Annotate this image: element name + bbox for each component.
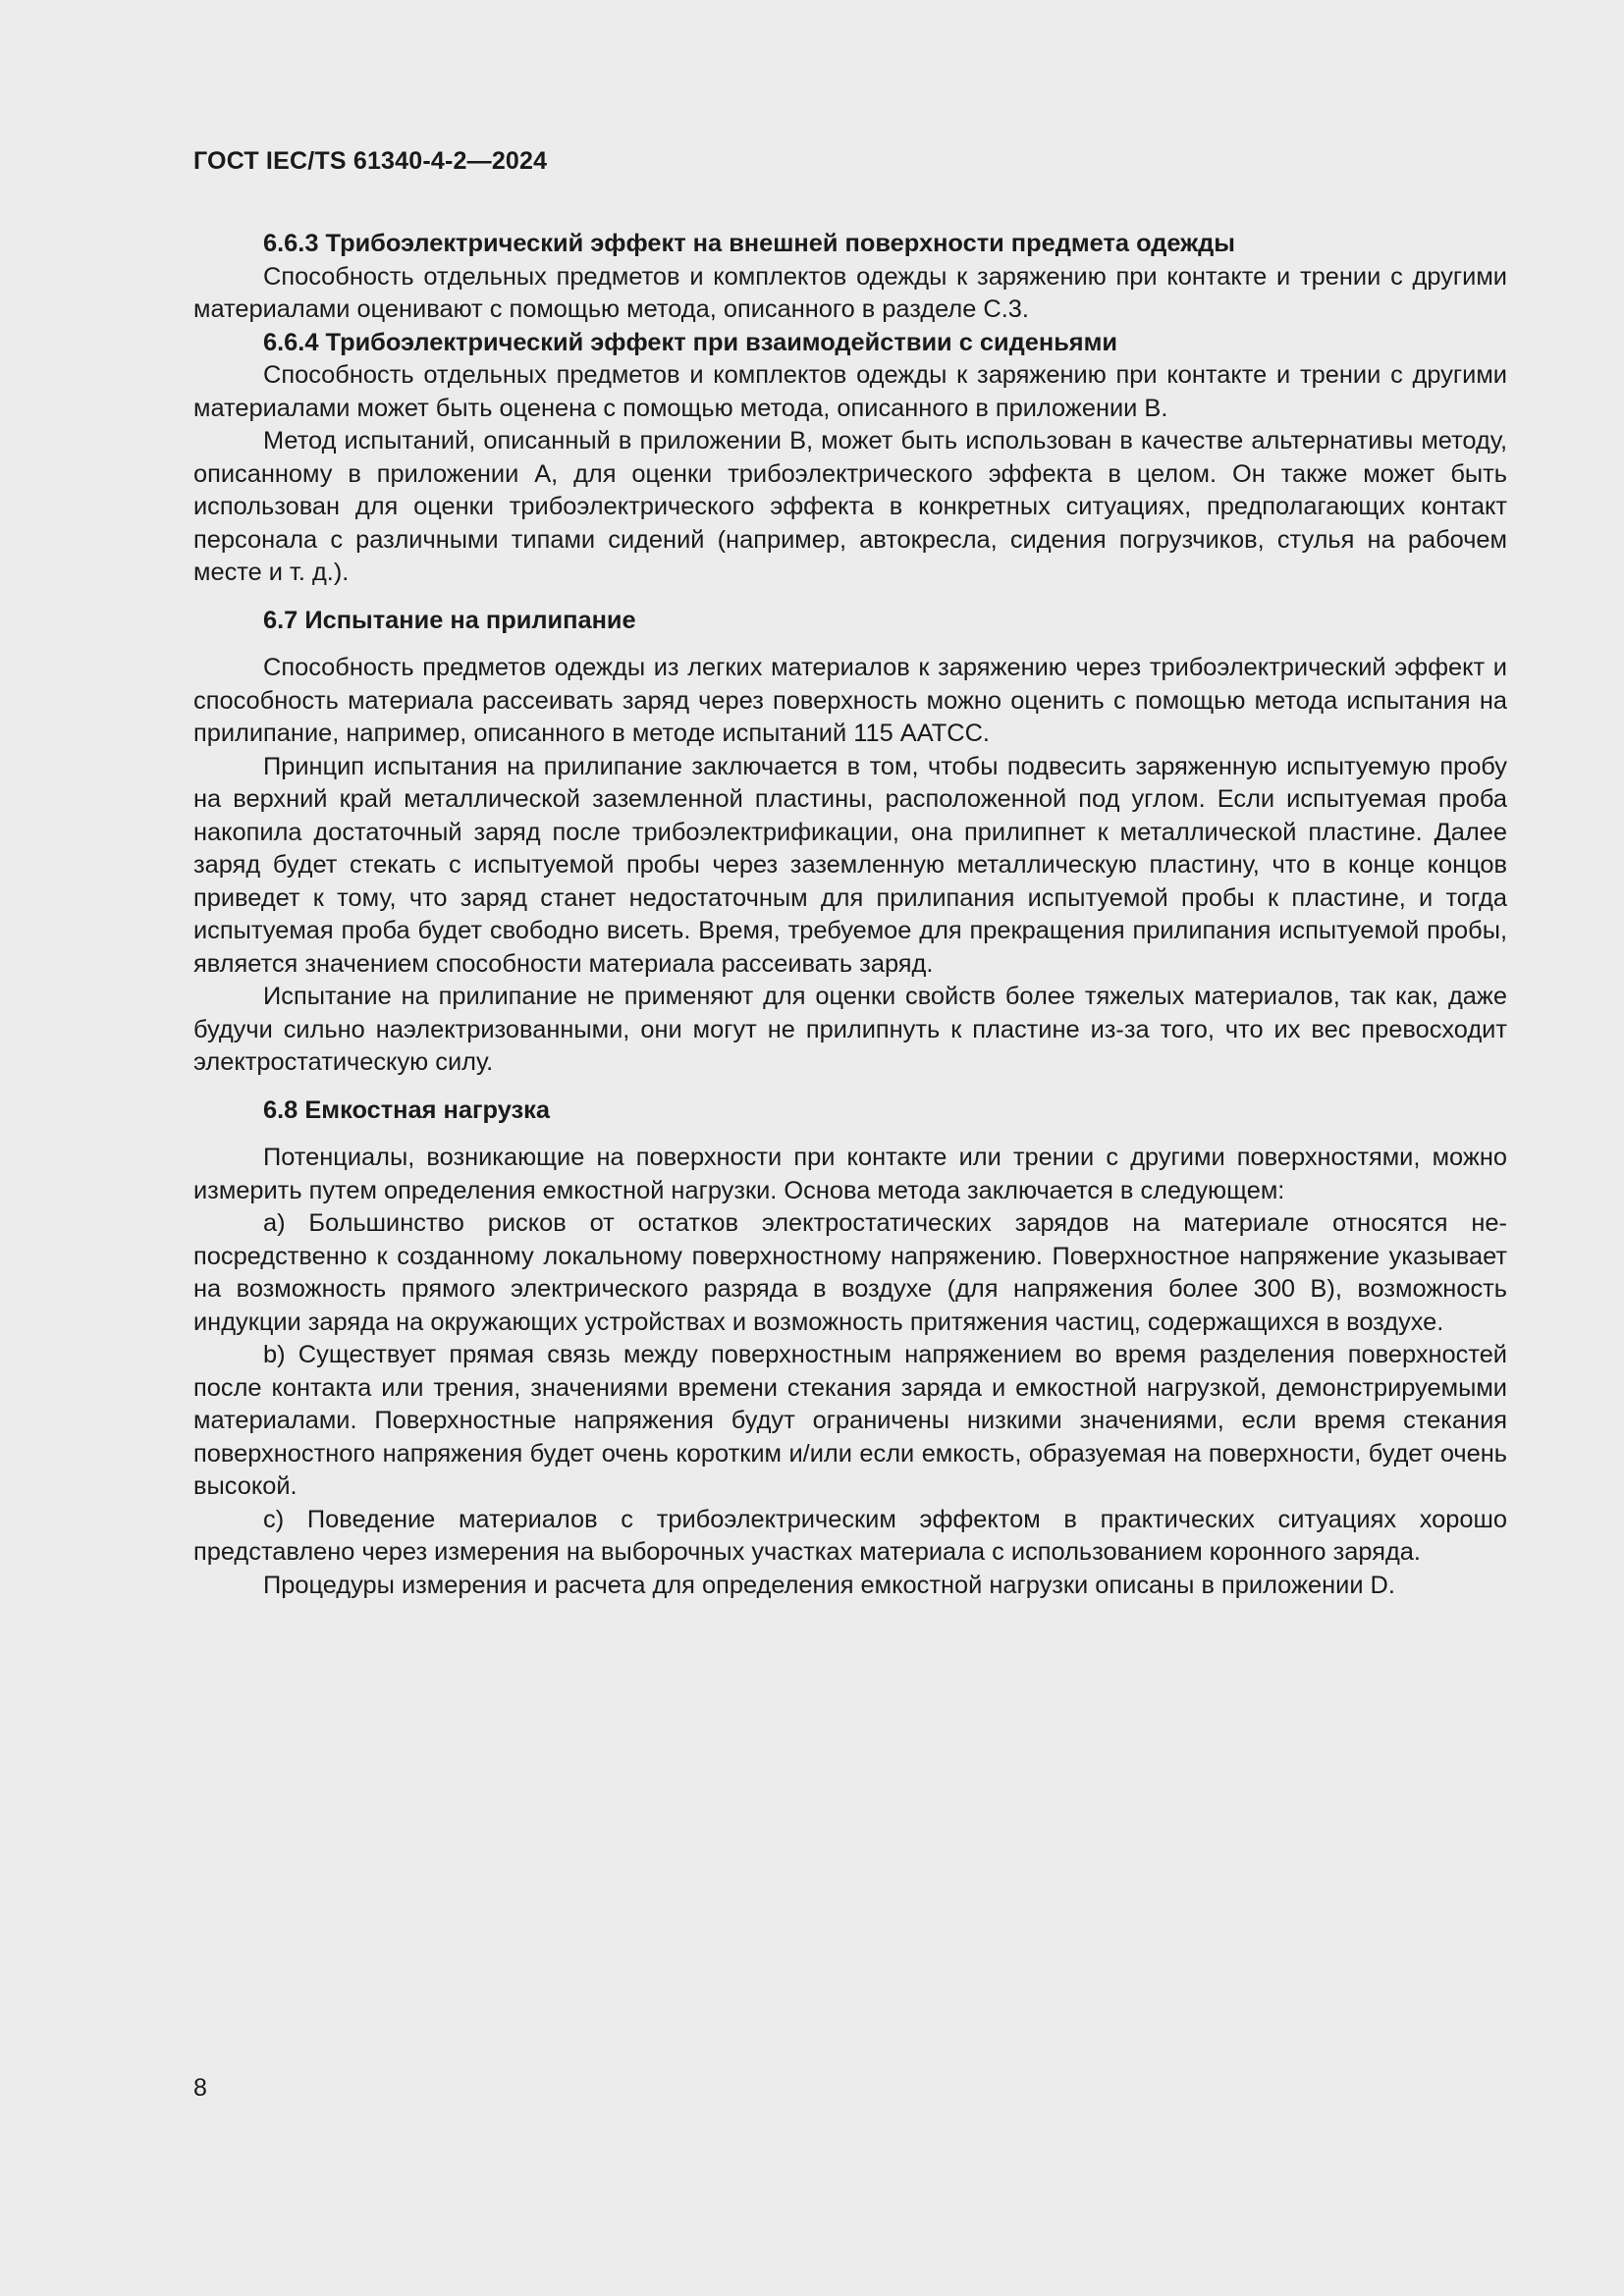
paragraph: Потенциалы, возникающие на поверхности при контакте или трении с другими поверхностями, можно измерить путем определения емкостной нагрузки. Основа метода заключается в следующем: [193, 1144, 1507, 1204]
section-6-8 [193, 1095, 1507, 1603]
paragraph: Принцип испытания на прилипание заключается в том, чтобы подвесить заряженную испытуемую пробу на верхний край металлической заземленной пластины, расположенной под углом. Если испытуемая проба накопила достаточный заряд после трибоэлектрификации, она прилипнет к металлической пластине. Далее заряд будет стекать с испытуемой пробы через заземленную металлическую пластину, что в конце концов приведет к тому, что заряд станет недостаточным для прилипания испытуемой пробы к пластине, и тогда испытуемая проба будет свободно висеть. Время, требуемое для прекращения прилипания испытуемой пробы, является значением способности материала рассеивать заряд. [193, 752, 1507, 978]
list-item-c: c) Поведение материалов с трибоэлектрическим эффектом в практических ситуациях хорошо представлено через измерения на выборочных участках материала с использованием коронного заряда. [193, 1505, 1507, 1566]
document-body [193, 228, 1507, 1602]
paragraph: Испытание на прилипание не применяют для оценки свойств более тяжелых материалов, так как, даже будучи сильно наэлектризованными, они могут не прилипнуть к пластине из-за того, что их вес превосходит электростатическую силу. [193, 983, 1507, 1076]
section-6-7 [193, 605, 1507, 1080]
paragraph: Процедуры измерения и расчета для определения емкостной нагрузки описаны в приложении D. [263, 1571, 1395, 1599]
paragraph: Метод испытаний, описанный в приложении В, может быть использован в качестве альтернативы методу, описанному в приложении А, для оценки трибоэлектрического эффекта в целом. Он также может быть использован для оценки трибоэлектрического эффекта в конкретных ситуациях, предполагающих контакт персонала с различными типами сидений (например, автокресла, сидения погрузчиков, стулья на рабочем месте и т. д.). [193, 427, 1507, 586]
page-number: 8 [193, 2074, 207, 2102]
document-id-header: ГОСТ IEC/TS 61340-4-2—2024 [193, 147, 548, 175]
section-heading: 6.7 Испытание на прилипание [263, 606, 636, 634]
section-heading: 6.6.3 Трибоэлектрический эффект на внешней поверхности предмета одежды [263, 230, 1235, 257]
section-heading: 6.6.4 Трибоэлектрический эффект при взаимодействии с сиденьями [263, 328, 1118, 356]
section-6-6-3 [193, 228, 1507, 327]
paragraph: Способность отдельных предметов и комплектов одежды к заряжению при контакте и трении с другими материалами оценивают с помощью метода, описанного в разделе С.3. [193, 262, 1507, 323]
section-6-6-4 [193, 327, 1507, 590]
list-item-a: a) Большинство рисков от остатков электростатических зарядов на материале относятся непосредственно к созданному локальному поверхностному напряжению. Поверхностное напряжение указывает на возможность прямого электрического разряда в воздухе (для напряжения более 300 В), возможность индукции заряда на окружающих устройствах и возможность притяжения частиц, содержащихся в воздухе. [193, 1209, 1507, 1336]
paragraph: Способность отдельных предметов и комплектов одежды к заряжению при контакте и трении с другими материалами может быть оценена с помощью метода, описанного в приложении В. [193, 361, 1507, 422]
paragraph: Способность предметов одежды из легких материалов к заряжению через трибоэлектрический эффект и способность материала рассеивать заряд через поверхность можно оценить с помощью метода испытания на прилипание, например, описанного в методе испытаний 115 AATCC. [193, 654, 1507, 747]
section-heading: 6.8 Емкостная нагрузка [263, 1095, 550, 1124]
list-item-b: b) Существует прямая связь между поверхностным напряжением во время разделения поверхностей после контакта или трения, значениями времени стекания заряда и емкостной нагрузкой, демонстрируемыми материалами. Поверхностные напряжения будут ограничены низкими значениями, если время стекания поверхностного напряжения будет очень коротким и/или если емкость, образуемая на поверхности, будет очень высокой. [193, 1341, 1507, 1500]
